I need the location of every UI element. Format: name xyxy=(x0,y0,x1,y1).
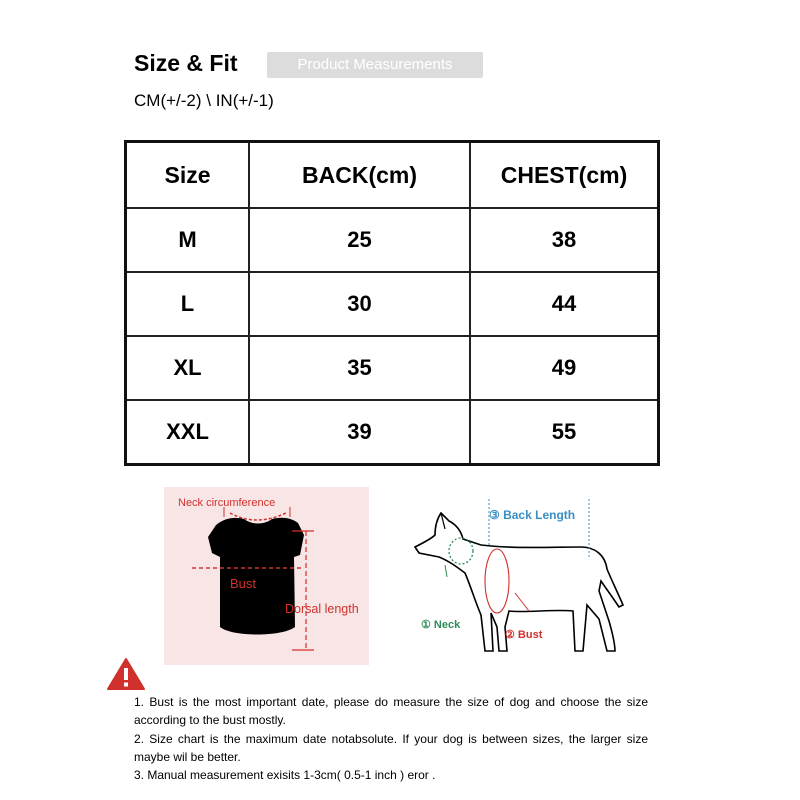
cell-chest: 44 xyxy=(470,272,659,336)
page-title: Size & Fit xyxy=(134,50,238,76)
table-header-row xyxy=(126,142,659,209)
cell-chest: 49 xyxy=(470,336,659,400)
warning-icon xyxy=(106,657,146,691)
neck-label: ① Neck xyxy=(421,619,461,631)
bust-label: ② Bust xyxy=(505,629,543,641)
cell-size: M xyxy=(126,208,250,272)
header-size: Size xyxy=(126,142,250,209)
cell-back: 30 xyxy=(249,272,470,336)
note-item: 2. Size chart is the maximum date notabsolute. If your dog is between sizes, the larger size maybe wil be better. xyxy=(134,731,648,764)
note-item: 3. Manual measurement exisits 1-3cm( 0.5-1 inch ) eror . xyxy=(134,768,436,783)
table-row xyxy=(126,208,659,272)
cell-back: 25 xyxy=(249,208,470,272)
table-row xyxy=(126,272,659,336)
cell-size: L xyxy=(126,272,250,336)
size-table xyxy=(124,140,660,466)
neck-circumference-label: Neck circumference xyxy=(178,497,276,509)
dorsal-length-label: Dorsal length xyxy=(285,602,359,616)
bust-label: Bust xyxy=(230,576,257,591)
cell-chest: 38 xyxy=(470,208,659,272)
cell-back: 35 xyxy=(249,336,470,400)
cell-chest: 55 xyxy=(470,400,659,465)
dog-illustration xyxy=(405,495,635,665)
cell-back: 39 xyxy=(249,400,470,465)
header-back: BACK(cm) xyxy=(249,142,470,209)
units-note: CM(+/-2) \ IN(+/-1) xyxy=(134,91,274,110)
product-measurements-badge: Product Measurements xyxy=(267,52,483,78)
note-item: 1. Bust is the most important date, please do measure the size of dog and choose the size according to the bust mostly. xyxy=(134,695,648,728)
shirt-illustration xyxy=(164,487,369,665)
cell-size: XXL xyxy=(126,400,250,465)
measurement-notes xyxy=(134,693,648,784)
back-length-label: ③ Back Length xyxy=(489,508,576,522)
table-row xyxy=(126,400,659,465)
header-chest: CHEST(cm) xyxy=(470,142,659,209)
dog-diagram xyxy=(405,495,635,665)
cell-size: XL xyxy=(126,336,250,400)
shirt-diagram xyxy=(164,487,369,665)
table-row xyxy=(126,336,659,400)
